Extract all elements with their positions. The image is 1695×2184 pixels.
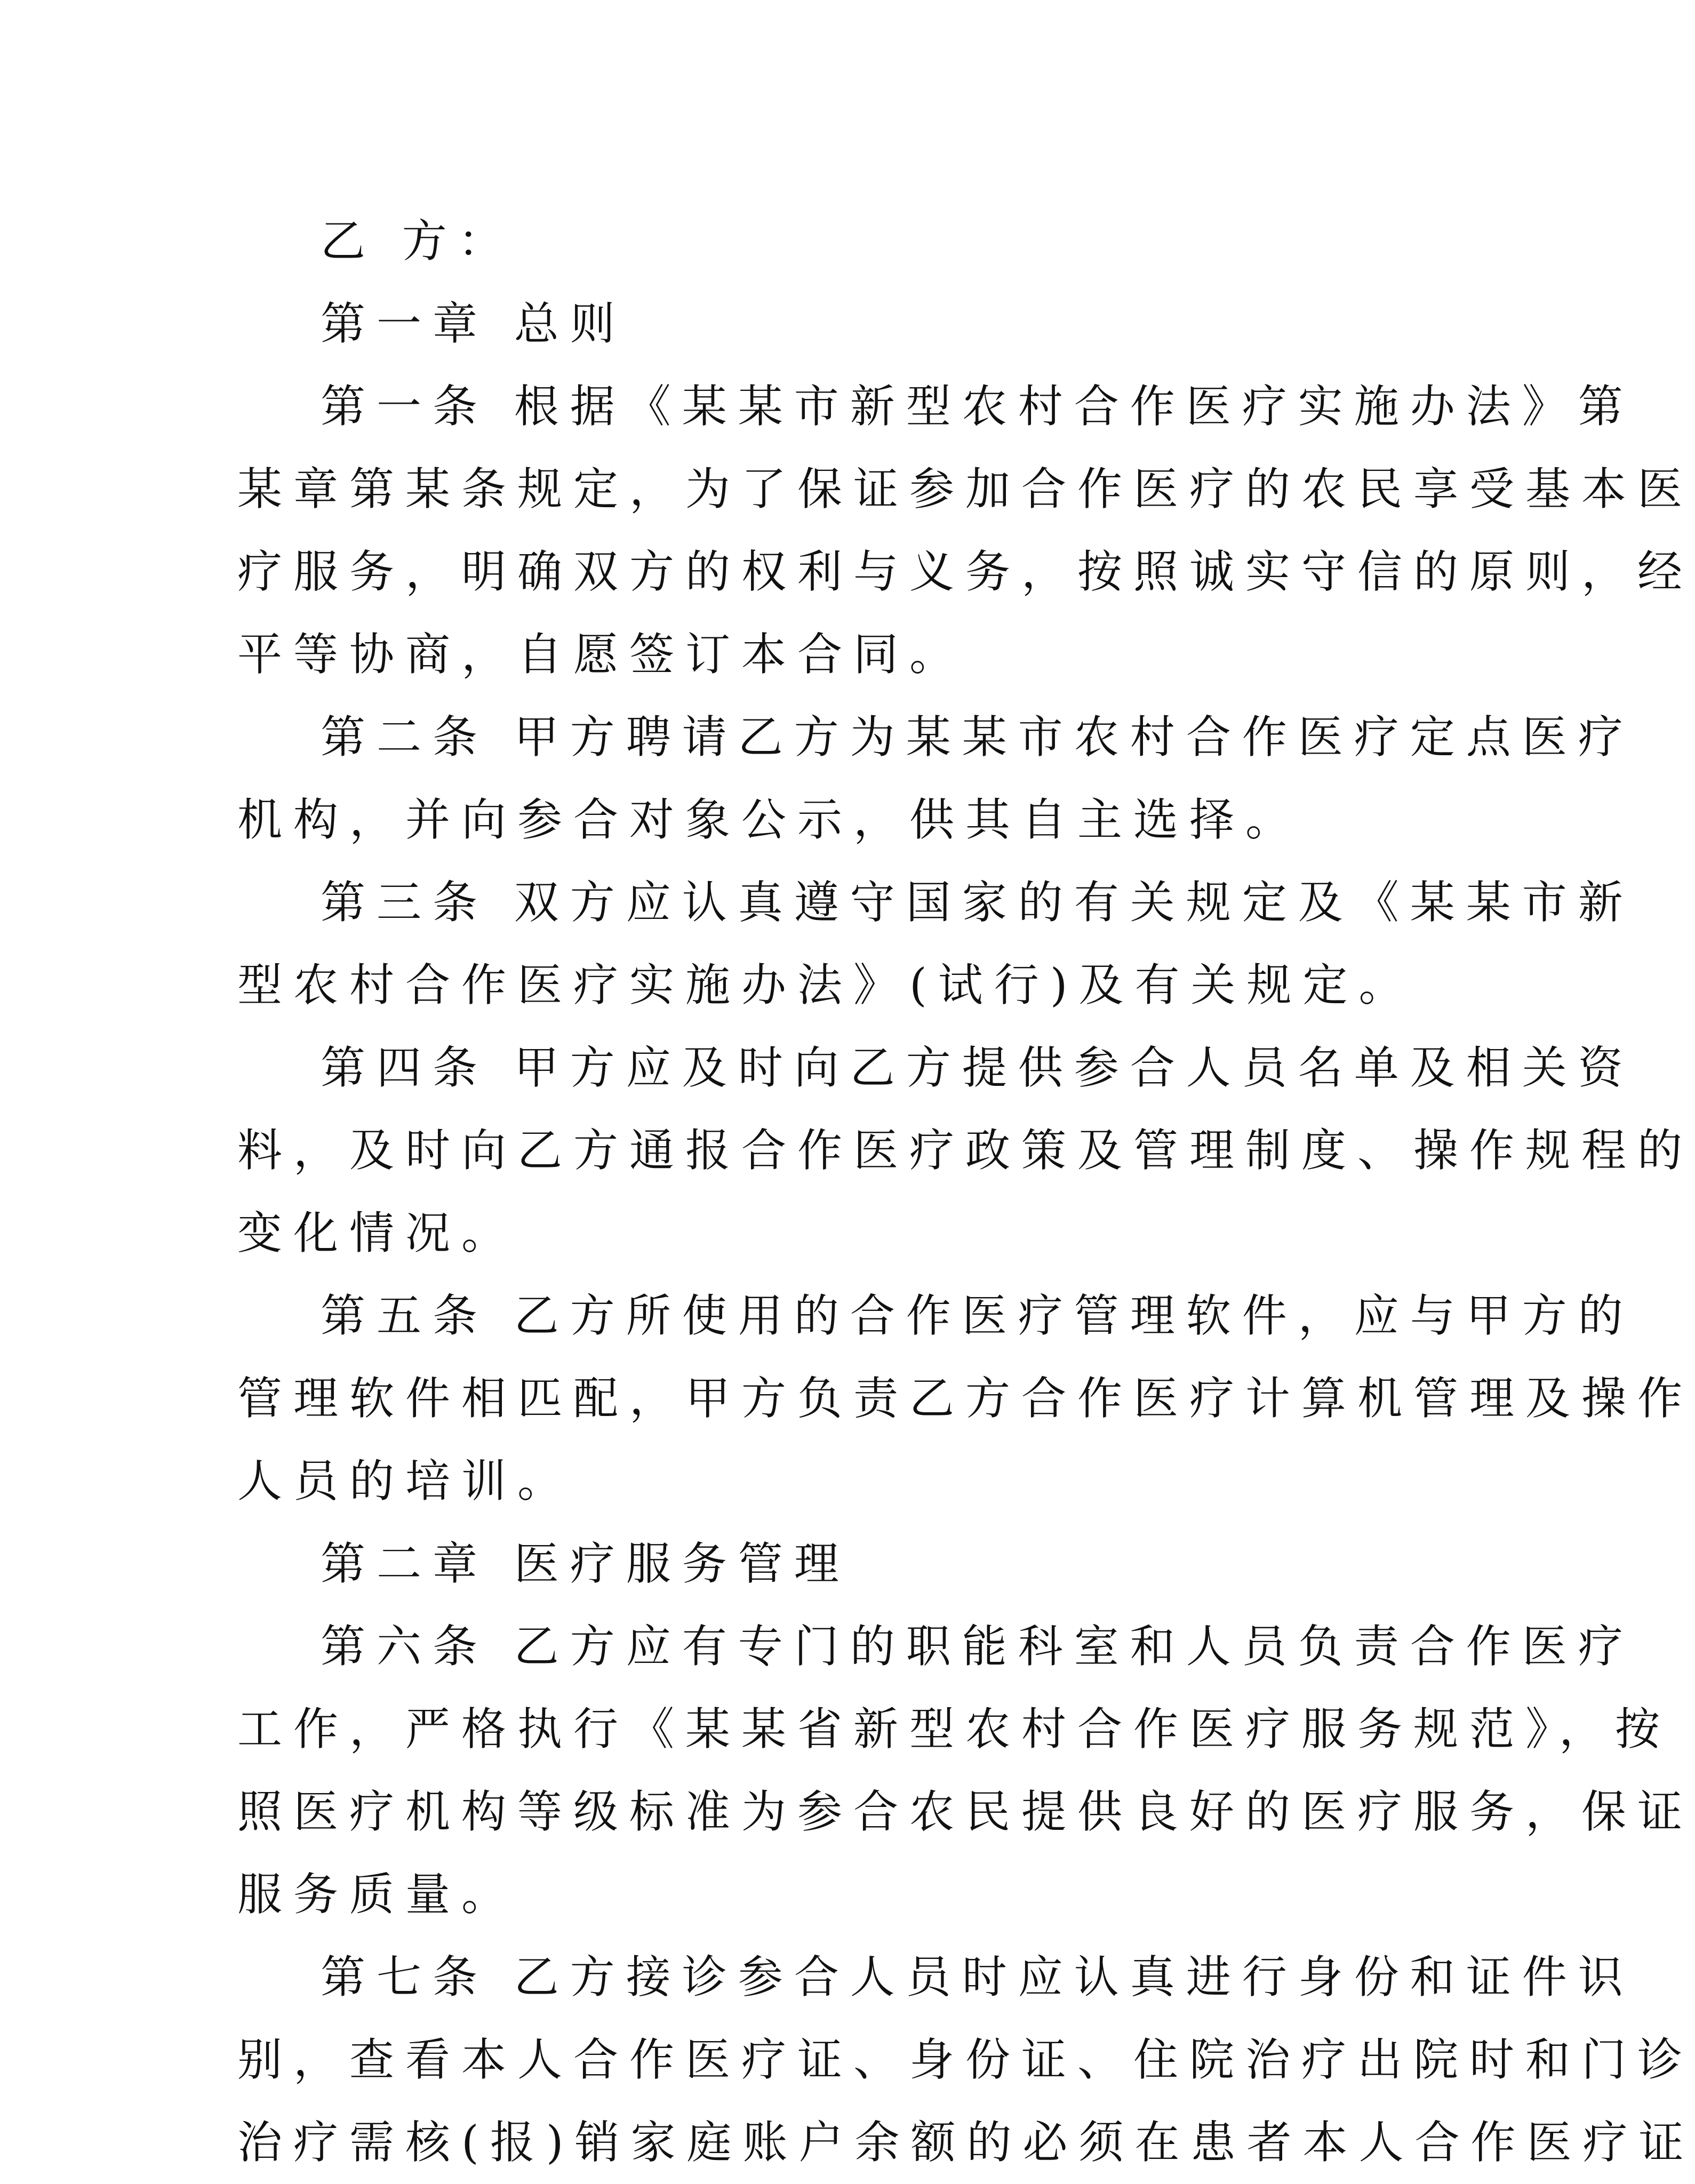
article-3-line-2: 型农村合作医疗实施办法》(试行)及有关规定。 [237,959,1415,1011]
chapter-2-heading: 第二章 医疗服务管理 [321,1538,850,1590]
party-b-line: 乙 方： [321,215,514,267]
article-5-line-1: 第五条 乙方所使用的合作医疗管理软件，应与甲方的 [321,1290,1634,1342]
article-6-line-4: 服务质量。 [237,1868,518,1921]
article-2-line-2: 机构，并向参合对象公示，供其自主选择。 [237,794,1302,846]
article-1-line-3: 疗服务，明确双方的权利与义务，按照诚实守信的原则，经 [237,546,1694,598]
article-3-line-1: 第三条 双方应认真遵守国家的有关规定及《某某市新 [321,876,1634,929]
article-5-line-3: 人员的培训。 [237,1455,574,1507]
article-1-line-4: 平等协商，自愿签订本合同。 [237,628,966,681]
chapter-1-heading: 第一章 总则 [321,298,626,350]
article-4-line-1: 第四条 甲方应及时向乙方提供参合人员名单及相关资 [321,1042,1634,1094]
article-6-line-2: 工作，严格执行《某某省新型农村合作医疗服务规范》，按 [237,1703,1672,1755]
article-6-line-3: 照医疗机构等级标准为参合农民提供良好的医疗服务，保证 [237,1786,1694,1838]
article-4-line-3: 变化情况。 [237,1207,518,1259]
article-2-line-1: 第二条 甲方聘请乙方为某某市农村合作医疗定点医疗 [321,711,1634,763]
document-body [237,200,1695,2184]
article-5-line-2: 管理软件相匹配，甲方负责乙方合作医疗计算机管理及操作 [237,1372,1694,1425]
article-6-line-1: 第六条 乙方应有专门的职能科室和人员负责合作医疗 [321,1620,1634,1673]
article-4-line-2: 料，及时向乙方通报合作医疗政策及管理制度、操作规程的 [237,1124,1694,1177]
article-7-line-1: 第七条 乙方接诊参合人员时应认真进行身份和证件识 [321,1951,1634,2003]
article-1-line-2: 某章第某条规定，为了保证参加合作医疗的农民享受基本医 [237,463,1694,515]
article-7-line-3: 治疗需核(报)销家庭账户余额的必须在患者本人合作医疗证 [237,2116,1695,2169]
article-1-line-1: 第一条 根据《某某市新型农村合作医疗实施办法》第 [321,380,1634,433]
article-7-line-2: 别，查看本人合作医疗证、身份证、住院治疗出院时和门诊 [237,2034,1694,2086]
